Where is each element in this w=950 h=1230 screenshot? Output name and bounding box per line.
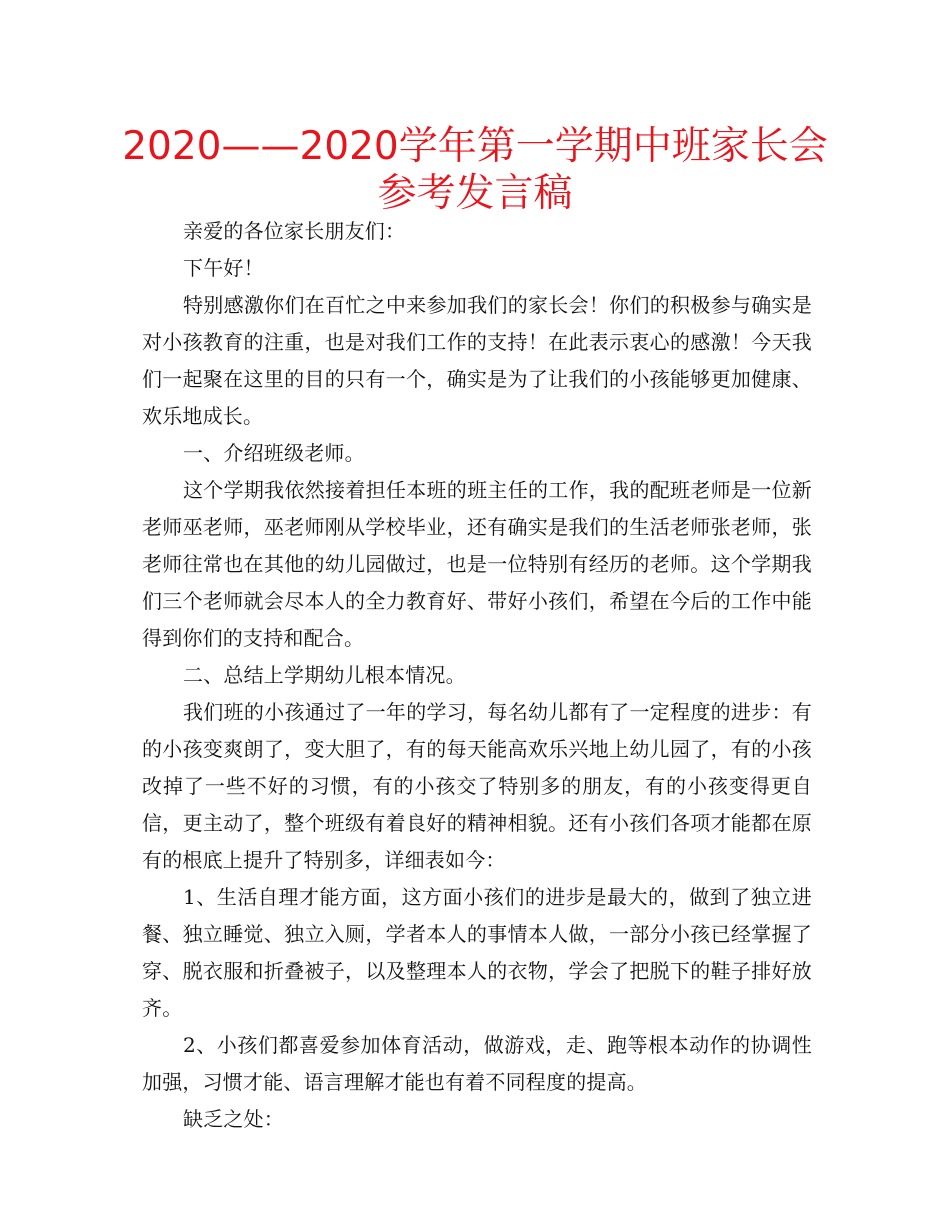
paragraph-thanks: 特别感激你们在百忙之中来参加我们的家长会！你们的积极参与确实是对小孩教育的注重，也是对我们工作的支持！在此表示衷心的感激！今天我们一起聚在这里的目的只有一个，确实是为了让我们的小孩能够更加健康、欢乐地成长。 <box>142 293 812 428</box>
paragraph-self-care: 1、生活自理才能方面，这方面小孩们的进步是最大的，做到了独立进餐、独立睡觉、独立入厕，学者本人的事情本人做，一部分小孩已经掌握了穿、脱衣服和折叠被子，以及整理本人的衣物，学会了把脱下的鞋子排好放齐。 <box>142 885 812 1020</box>
document-title-line-1: 2020——2020学年第一学期中班家长会 <box>122 124 828 169</box>
paragraph-greeting: 亲爱的各位家长朋友们： <box>183 219 406 243</box>
paragraph-summary: 我们班的小孩通过了一年的学习，每名幼儿都有了一定程度的进步：有的小孩变爽朗了，变大胆了，有的每天能高欢乐兴地上幼儿园了，有的小孩改掉了一些不好的习惯，有的小孩交了特别多的朋友，有的小孩变得更自信，更主动了，整个班级有着良好的精神相貌。还有小孩们各项才能都在原有的根底上提升了特别多，详细表如今： <box>142 700 812 872</box>
section-heading-teachers: 一、介绍班级老师。 <box>183 441 365 465</box>
paragraph-teachers: 这个学期我依然接着担任本班的班主任的工作，我的配班老师是一位新老师巫老师，巫老师刚从学校毕业，还有确实是我们的生活老师张老师，张老师往常也在其他的幼儿园做过，也是一位特别有经历的老师。这个学期我们三个老师就会尽本人的全力教育好、带好小孩们，希望在今后的工作中能得到你们的支持和配合。 <box>142 478 812 650</box>
document-title-line-2: 参考发言稿 <box>377 171 573 216</box>
section-heading-summary: 二、总结上学期幼儿根本情况。 <box>183 663 466 687</box>
paragraph-salutation: 下午好！ <box>183 256 264 280</box>
paragraph-shortcomings: 缺乏之处： <box>183 1107 284 1131</box>
document-body <box>142 213 812 1138</box>
paragraph-sports: 2、小孩们都喜爱参加体育活动，做游戏，走、跑等根本动作的协调性加强，习惯才能、语言理解才能也有着不同程度的提高。 <box>142 1033 812 1094</box>
